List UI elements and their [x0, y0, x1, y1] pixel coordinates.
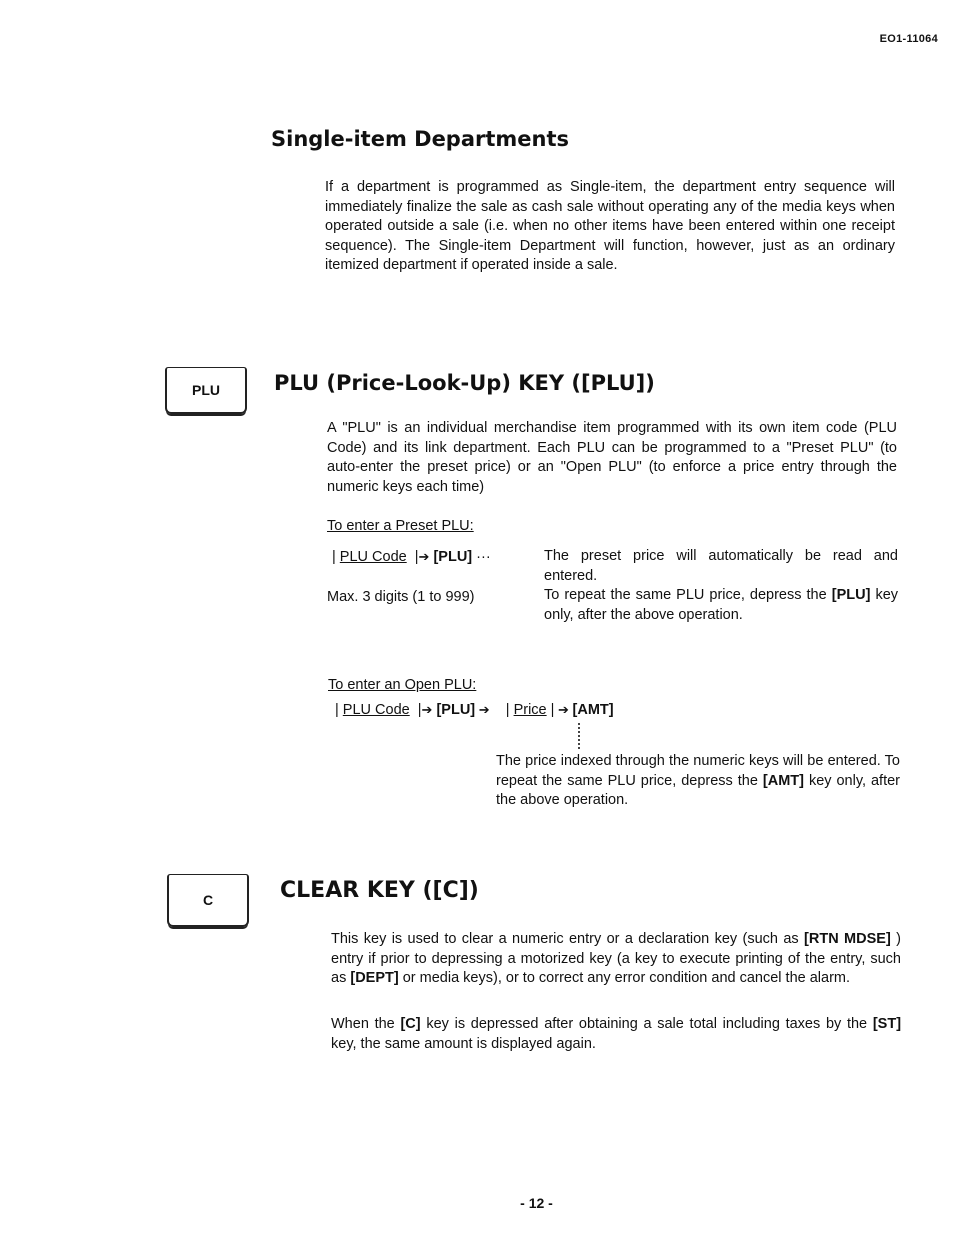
arrow-icon: ➔ [421, 702, 433, 717]
open-note-a: The price indexed through the numeric keys will be entered. To repeat the same PLU price, depress the [496, 753, 900, 789]
page-number: - 12 - [520, 1195, 553, 1211]
preset-plu-code: PLU Code [339, 549, 407, 565]
open-plu-key: [PLU] [436, 702, 476, 718]
open-plu-amt-key: [AMT] [572, 702, 614, 718]
clear-p2-key1: [C] [400, 1016, 421, 1032]
max-digits-text: Max. 3 digits (1 to 999) [327, 589, 475, 605]
open-plu-sequence [335, 702, 614, 718]
open-plu-code: PLU Code [342, 702, 410, 718]
bracket-open: | [332, 549, 340, 565]
section-title-plu: PLU (Price-Look-Up) KEY ([PLU]) [274, 371, 655, 395]
clear-p2-c: key, the same amount is displayed again. [331, 1035, 596, 1052]
open-note-key: [AMT] [762, 772, 804, 789]
clear-p1-key1: [RTN MDSE] [804, 931, 891, 947]
preset-note-2 [544, 586, 898, 625]
plu-key-icon [165, 367, 247, 414]
section-title-clear: CLEAR KEY ([C]) [280, 878, 479, 903]
clear-p1-c: or media keys), or to correct any error condition and cancel the alarm. [402, 970, 851, 986]
bracket-open: | [335, 702, 343, 718]
open-plu-subtitle-text: To enter an Open PLU: [328, 677, 477, 693]
section-title-single-item: Single-item Departments [271, 127, 570, 151]
clear-p2-key2: [ST] [872, 1016, 902, 1032]
dotted-connector [578, 723, 582, 749]
clear-p1-b: ) entry if prior to depressing a motorized key (a key to execute printing of the entry, such as [331, 931, 901, 986]
plu-key-label: PLU [192, 382, 220, 398]
bracket-open: | [493, 702, 514, 718]
single-item-paragraph: If a department is programmed as Single-item, the department entry sequence will immediately finalize the sale as cash sale without operating any of the media keys when operated outside a sale (i.e. when no other items have been entered within one receipt sequence). The Single-item Department will function, however, just as an ordinary itemized department if operated inside a sale. [325, 179, 895, 273]
preset-note-2-a: To repeat the same PLU price, depress the [544, 587, 827, 603]
clear-p1-a: This key is used to clear a numeric entry or a declaration key (such as [331, 931, 799, 947]
open-note [496, 752, 900, 811]
c-key-label: C [202, 892, 214, 908]
preset-plu-subtitle [327, 518, 474, 534]
bracket-close: | [546, 702, 555, 718]
clear-p2-a: When the [331, 1016, 395, 1032]
clear-p2-b: key is depressed after obtaining a sale total including taxes by the [426, 1016, 868, 1032]
preset-note-2-b: key only, after the above operation. [544, 587, 899, 623]
open-plu-subtitle [328, 677, 476, 693]
preset-plu-subtitle-text: To enter a Preset PLU: [327, 518, 474, 534]
preset-ellipsis: ··· [476, 549, 491, 565]
bracket-close: | [409, 702, 422, 718]
open-plu-price: Price [513, 702, 547, 718]
clear-paragraph-2 [331, 1015, 901, 1054]
preset-note-1: The preset price will automatically be read and entered. [544, 548, 898, 584]
preset-note-2-key: [PLU] [831, 587, 871, 603]
arrow-icon: ➔ [475, 702, 490, 717]
bracket-close: | [406, 549, 419, 565]
preset-plu-key: [PLU] [433, 549, 473, 565]
arrow-icon: ➔ [554, 702, 573, 717]
clear-p1-key2: [DEPT] [350, 970, 399, 986]
open-note-b: key only, after the above operation. [496, 772, 900, 808]
c-key-icon [167, 874, 249, 927]
document-id: EO1-11064 [879, 33, 938, 45]
clear-paragraph-1 [331, 930, 901, 989]
plu-paragraph: A "PLU" is an individual merchandise item programmed with its own item code (PLU Code) and its link department. Each PLU can be programmed to a "Preset PLU" (to auto-enter the preset price) or an "Open PLU" (to enforce a price entry through the numeric keys each time) [327, 420, 897, 495]
preset-plu-sequence [332, 549, 491, 565]
arrow-icon: ➔ [418, 549, 430, 564]
